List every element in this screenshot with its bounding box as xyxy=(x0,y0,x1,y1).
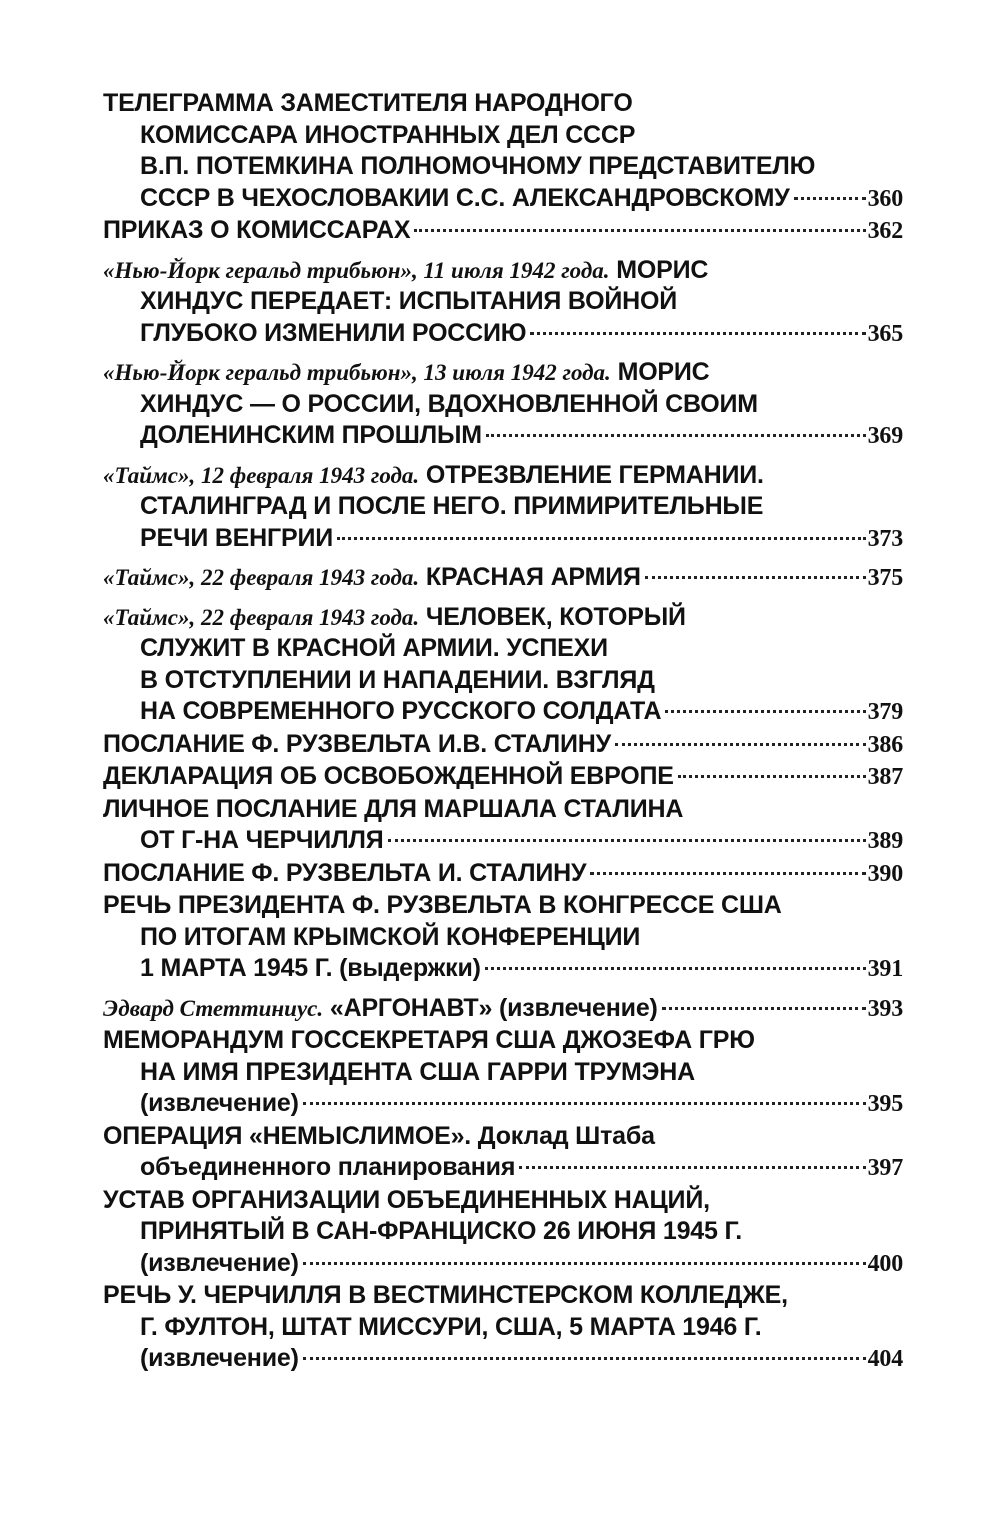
toc-title-text: ПОСЛАНИЕ Ф. РУЗВЕЛЬТА И. СТАЛИНУ xyxy=(103,858,587,887)
toc-entry xyxy=(103,858,903,891)
page-number: 387 xyxy=(867,764,903,790)
dot-leader xyxy=(303,1357,866,1360)
page-number: 404 xyxy=(867,1346,903,1372)
toc-title-text: ПОСЛАНИЕ Ф. РУЗВЕЛЬТА И.В. СТАЛИНУ xyxy=(103,729,611,758)
dot-leader xyxy=(662,1007,866,1010)
toc-title-line: РЕЧЬ ПРЕЗИДЕНТА Ф. РУЗВЕЛЬТА В КОНГРЕССЕ США xyxy=(103,891,782,919)
source-citation: «Таймс», 22 февраля 1943 года. xyxy=(103,565,420,590)
spacer xyxy=(103,595,903,602)
toc-title-line: ЛИЧНОЕ ПОСЛАНИЕ ДЛЯ МАРШАЛА СТАЛИНА xyxy=(103,794,684,823)
source-citation: «Таймс», 22 февраля 1943 года. xyxy=(103,604,420,630)
page-number: 373 xyxy=(867,525,903,552)
spacer xyxy=(103,248,903,255)
toc-title-text: объединенного планирования xyxy=(140,1153,516,1181)
toc-last-line xyxy=(103,183,903,216)
toc-first-line xyxy=(103,255,903,287)
toc-title-line: ПРИНЯТЫЙ В САН-ФРАНЦИСКО 26 ИЮНЯ 1945 Г. xyxy=(140,1217,743,1245)
page-number: 400 xyxy=(867,1250,903,1277)
page-number: 360 xyxy=(867,185,903,212)
toc-last-line xyxy=(103,1088,903,1121)
toc-last-line xyxy=(103,696,903,729)
page-number: 365 xyxy=(867,320,903,347)
toc-title-line: КОМИССАРА ИНОСТРАННЫХ ДЕЛ СССР xyxy=(140,120,636,149)
toc-last-line xyxy=(103,953,903,986)
dot-leader xyxy=(337,537,866,540)
toc-entry xyxy=(103,1025,903,1121)
toc-last-line xyxy=(103,993,903,1026)
toc-title-line: ХИНДУС — О РОССИИ, ВДОХНОВЛЕННОЙ СВОИМ xyxy=(140,389,758,418)
dot-leader xyxy=(303,1102,866,1105)
toc-first-line xyxy=(103,357,903,389)
page-number: 390 xyxy=(867,860,903,887)
toc-entry xyxy=(103,255,903,351)
page-number: 375 xyxy=(867,565,903,591)
toc-last-line xyxy=(103,729,903,762)
toc-entry xyxy=(103,1185,903,1281)
toc-last-line xyxy=(103,215,903,248)
spacer xyxy=(103,453,903,460)
toc-title-line: НА ИМЯ ПРЕЗИДЕНТА США ГАРРИ ТРУМЭНА xyxy=(140,1057,695,1086)
dot-leader xyxy=(590,872,865,875)
toc-entry xyxy=(103,88,903,215)
toc-last-line xyxy=(103,562,903,595)
toc-title-line: ХИНДУС ПЕРЕДАЕТ: ИСПЫТАНИЯ ВОЙНОЙ xyxy=(140,287,677,315)
toc-title-text: (извлечение) xyxy=(140,1248,299,1277)
toc-title-line: УСТАВ ОРГАНИЗАЦИИ ОБЪЕДИНЕННЫХ НАЦИЙ, xyxy=(103,1185,710,1214)
toc-last-line xyxy=(103,523,903,556)
toc-last-line xyxy=(103,761,903,794)
source-citation: «Нью-Йорк геральд трибьюн», 11 июля 1942 года. xyxy=(103,257,610,283)
dot-leader xyxy=(665,710,865,713)
page-number: 362 xyxy=(867,218,903,244)
page-number: 393 xyxy=(867,995,903,1022)
dot-leader xyxy=(303,1262,866,1265)
toc-title-text: «АРГОНАВТ» (извлечение) xyxy=(329,993,658,1022)
toc-title-line: В ОТСТУПЛЕНИИ И НАПАДЕНИИ. ВЗГЛЯД xyxy=(140,665,655,694)
source-citation: «Таймс», 12 февраля 1943 года. xyxy=(103,462,420,488)
page-number: 386 xyxy=(867,731,903,758)
toc-title-text: МОРИС xyxy=(617,358,710,386)
toc-entry xyxy=(103,602,903,729)
page-number: 389 xyxy=(867,828,903,854)
toc-entry xyxy=(103,215,903,248)
toc-last-line xyxy=(103,1343,903,1376)
spacer xyxy=(103,555,903,562)
toc-title-line: МЕМОРАНДУМ ГОССЕКРЕТАРЯ США ДЖОЗЕФА ГРЮ xyxy=(103,1026,755,1054)
toc-title-text: МОРИС xyxy=(616,255,709,284)
dot-leader xyxy=(794,197,866,200)
page-number: 369 xyxy=(867,423,903,449)
toc-title-text: ОТ Г-НА ЧЕРЧИЛЛЯ xyxy=(140,826,384,854)
toc-first-line xyxy=(103,460,903,492)
dot-leader xyxy=(388,839,866,842)
toc-title-line: ОПЕРАЦИЯ «НЕМЫСЛИМОЕ». Доклад Штаба xyxy=(103,1121,655,1150)
table-of-contents xyxy=(103,88,903,1376)
dot-leader xyxy=(485,967,866,970)
toc-title-text: ПРИКАЗ О КОМИССАРАХ xyxy=(103,216,411,244)
toc-title-text: НА СОВРЕМЕННОГО РУССКОГО СОЛДАТА xyxy=(140,697,662,725)
dot-leader xyxy=(530,332,865,335)
spacer xyxy=(103,986,903,993)
toc-title-text: 1 МАРТА 1945 Г. (выдержки) xyxy=(140,954,481,982)
toc-entry xyxy=(103,993,903,1026)
toc-title-line: РЕЧЬ У. ЧЕРЧИЛЛЯ В ВЕСТМИНСТЕРСКОМ КОЛЛЕДЖЕ, xyxy=(103,1281,788,1309)
toc-entry xyxy=(103,761,903,794)
toc-last-line xyxy=(103,1152,903,1185)
dot-leader xyxy=(519,1166,865,1169)
dot-leader xyxy=(414,229,865,232)
source-citation: «Нью-Йорк геральд трибьюн», 13 июля 1942 года. xyxy=(103,360,611,385)
toc-entry xyxy=(103,794,903,858)
toc-first-line xyxy=(103,602,903,634)
spacer xyxy=(103,350,903,357)
toc-title-text: ДОЛЕНИНСКИМ ПРОШЛЫМ xyxy=(140,421,482,449)
toc-entry xyxy=(103,357,903,453)
toc-title-text: ДЕКЛАРАЦИЯ ОБ ОСВОБОЖДЕННОЙ ЕВРОПЕ xyxy=(103,762,674,790)
toc-title-text: ОТРЕЗВЛЕНИЕ ГЕРМАНИИ. xyxy=(425,460,764,489)
toc-title-text: (извлечение) xyxy=(140,1089,299,1117)
toc-entry xyxy=(103,729,903,762)
page-number: 397 xyxy=(867,1155,903,1181)
toc-last-line xyxy=(103,318,903,351)
toc-title-line: СТАЛИНГРАД И ПОСЛЕ НЕГО. ПРИМИРИТЕЛЬНЫЕ xyxy=(140,492,764,520)
toc-entry xyxy=(103,460,903,556)
toc-title-line: В.П. ПОТЕМКИНА ПОЛНОМОЧНОМУ ПРЕДСТАВИТЕЛЮ xyxy=(140,152,816,180)
toc-title-text: РЕЧИ ВЕНГРИИ xyxy=(140,523,333,552)
toc-last-line xyxy=(103,1248,903,1281)
toc-title-text: СССР В ЧЕХОСЛОВАКИИ С.С. АЛЕКСАНДРОВСКОМУ xyxy=(140,183,790,212)
toc-entry xyxy=(103,890,903,986)
toc-title-line: СЛУЖИТ В КРАСНОЙ АРМИИ. УСПЕХИ xyxy=(140,634,608,662)
toc-title-text: ЧЕЛОВЕК, КОТОРЫЙ xyxy=(425,602,686,631)
dot-leader xyxy=(615,743,866,746)
toc-title-line: Г. ФУЛТОН, ШТАТ МИССУРИ, США, 5 МАРТА 1946 Г. xyxy=(140,1312,762,1341)
toc-title-text: (извлечение) xyxy=(140,1344,299,1372)
toc-entry xyxy=(103,1280,903,1376)
page-number: 391 xyxy=(867,956,903,982)
dot-leader xyxy=(678,775,866,778)
toc-title-text: ГЛУБОКО ИЗМЕНИЛИ РОССИЮ xyxy=(140,318,527,347)
page-number: 395 xyxy=(867,1091,903,1117)
toc-entry xyxy=(103,1121,903,1185)
dot-leader xyxy=(645,576,866,579)
dot-leader xyxy=(486,434,866,437)
page-number: 379 xyxy=(867,699,903,725)
toc-last-line xyxy=(103,420,903,453)
toc-title-line: ПО ИТОГАМ КРЫМСКОЙ КОНФЕРЕНЦИИ xyxy=(140,922,641,951)
toc-last-line xyxy=(103,825,903,858)
toc-title-text: КРАСНАЯ АРМИЯ xyxy=(425,563,641,591)
toc-title-line: ТЕЛЕГРАММА ЗАМЕСТИТЕЛЯ НАРОДНОГО xyxy=(103,89,633,117)
toc-last-line xyxy=(103,858,903,891)
author-name: Эдвард Стеттиниус. xyxy=(103,995,324,1021)
toc-entry xyxy=(103,562,903,595)
